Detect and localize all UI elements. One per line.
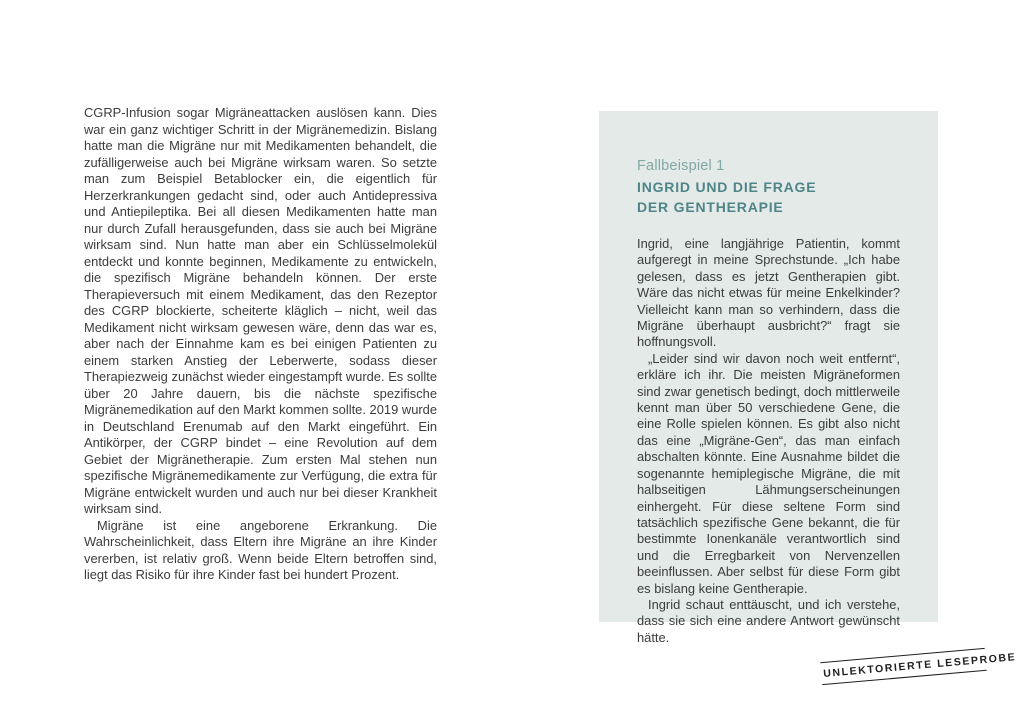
body-text-column — [84, 105, 437, 584]
case-box-paragraph: Ingrid schaut enttäuscht, und ich verstehe, dass sie sich eine andere Antwort gewünscht hätte. — [637, 596, 900, 645]
case-box-body — [637, 236, 900, 646]
unedited-proof-ribbon — [820, 648, 1017, 685]
unedited-proof-ribbon-label: UNLEKTORIERTE LESEPROBE — [822, 651, 1017, 680]
case-box-title-line1: INGRID UND DIE FRAGE — [637, 179, 817, 195]
case-box-title — [637, 178, 900, 217]
case-box-paragraph: Ingrid, eine langjährige Patientin, kommt aufgeregt in meine Sprechstunde. „Ich habe gelesen, dass es jetzt Gentherapien gibt. Wäre das nicht etwas für meine Enkelkinder? Vielleicht kann man so verhindern, dass die Migräne überhaupt ausbricht?“ fragt sie hoffnungsvoll. — [637, 236, 900, 350]
case-box-kicker: Fallbeispiel 1 — [637, 158, 725, 174]
body-paragraph: CGRP-Infusion sogar Migräneattacken auslösen kann. Dies war ein ganz wichtiger Schritt in der Migränemedizin. Bislang hatte man die Migräne nur mit Medikamenten behandelt, die zufälligerweise auch bei Migräne wirksam waren. So setzte man zum Beispiel Betablocker ein, die eigentlich für Herzerkrankungen gedacht sind, oder auch Antidepressiva und Antiepileptika. Bei all diesen Medikamenten hatte man nur durch Zufall herausgefunden, dass sie auch bei Migräne wirksam sind. Nun hatte man aber ein Schlüsselmolekül entdeckt und konnte beginnen, Medikamente zu entwickeln, die spezifisch Migräne behandeln können. Der erste Therapieversuch mit einem Medikament, das den Rezeptor des CGRP blockierte, scheiterte kläglich – nicht, weil das Medikament nicht wirksam gewesen wäre, denn das war es, aber nach der Einnahme kam es bei einigen Patienten zu einem starken Anstieg der Leberwerte, sodass dieser Therapiezweig zunächst wieder eingestampft wurde. Es sollte über 20 Jahre dauern, bis die nächste spezifische Migränemedikation auf den Markt kommen sollte. 2019 wurde in Deutschland Erenumab auf den Markt eingeführt. Ein Antikörper, der CGRP bindet – eine Revolution auf dem Gebiet der Migränetherapie. Zum ersten Mal stehen nun spezifische Migränemedikamente zur Verfügung, die extra für Migräne entwickelt wurden und auch nur bei dieser Krankheit wirksam sind. — [84, 105, 437, 516]
case-box-title-line2: DER GENTHERAPIE — [637, 198, 784, 215]
case-box-paragraph: „Leider sind wir davon noch weit entfernt“, erkläre ich ihr. Die meisten Migräneformen sind zwar genetisch bedingt, doch mittlerweile kennt man über 50 verschiedene Gene, die eine Rolle spielen können. Es gibt also nicht das eine „Migräne-Gen“, das man einfach abschalten könnte. Eine Ausnahme bildet die sogenannte hemiplegische Migräne, die mit halbseitigen Lähmungserscheinungen einhergeht. Für diese seltene Form sind tatsächlich spezifische Gene bekannt, die für bestimmte Ionenkanäle verantwortlich sind und die Erregbarkeit von Nervenzellen beeinflussen. Aber selbst für diese Form gibt es bislang keine Gentherapie. — [637, 350, 900, 596]
body-paragraph: Migräne ist eine angeborene Erkrankung. Die Wahrscheinlichkeit, dass Eltern ihre Migräne an ihre Kinder vererben, ist relativ groß. Wenn beide Eltern betroffen sind, liegt das Risiko für ihre Kinder fast bei hundert Prozent. — [84, 517, 437, 582]
case-study-box — [599, 111, 938, 645]
